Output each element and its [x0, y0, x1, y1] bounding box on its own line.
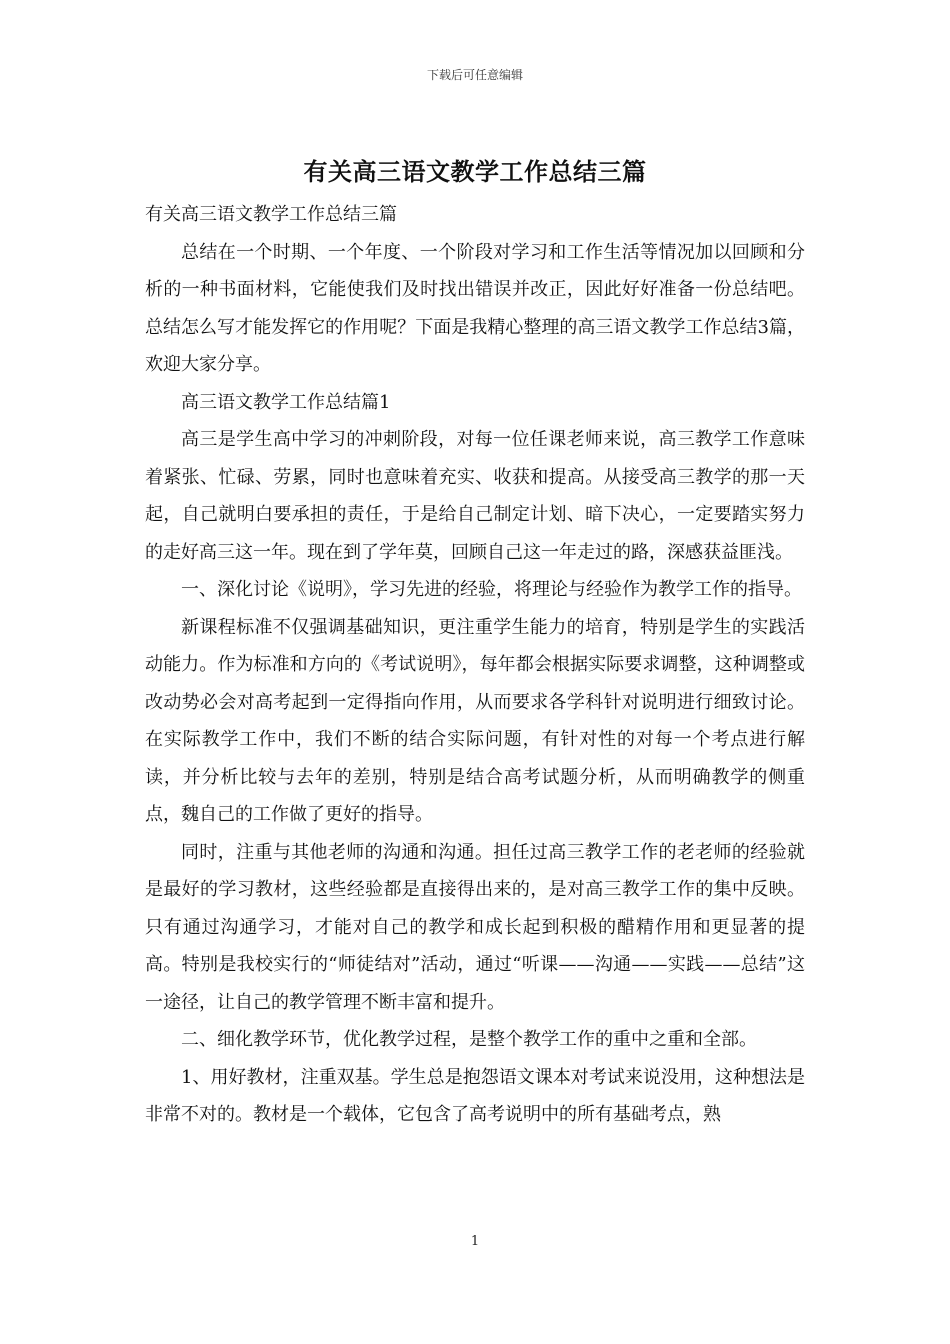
point-heading-2: 二、细化教学环节，优化教学过程，是整个教学工作的重中之重和全部。	[181, 1029, 757, 1050]
body-paragraph: 同时，注重与其他老师的沟通和沟通。担任过高三教学工作的老老师的经验就是最好的学习教材，这些经验都是直接得出来的，是对高三教学工作的集中反映。只有通过沟通学习，才能对自己的教学和成长起到积极的醋精作用和更显著的提高。特别是我校实行的“师徒结对”活动，通过“听课——沟通——实践——总结”这一途径，让自己的教学管理不断丰富和提升。	[145, 841, 805, 1013]
page-number: 1	[470, 1234, 480, 1249]
subtitle-paragraph: 有关高三语文教学工作总结三篇	[145, 204, 397, 225]
document-title: 有关高三语文教学工作总结三篇	[303, 157, 647, 186]
document-body	[145, 196, 805, 1134]
body-paragraph: 高三是学生高中学习的冲刺阶段，对每一位任课老师来说，高三教学工作意味着紧张、忙碌、劳累，同时也意味着充实、收获和提高。从接受高三教学的那一天起，自己就明白要承担的责任，于是给自己制定计划、暗下决心，一定要踏实努力的走好高三这一年。现在到了学年莫，回顾自己这一年走过的路，深感获益匪浅。	[145, 429, 805, 563]
body-paragraph: 新课程标准不仅强调基础知识，更注重学生能力的培育，特别是学生的实践活动能力。作为标准和方向的《考试说明》，每年都会根据实际要求调整，这种调整或改动势必会对高考起到一定得指向作用，从而要求各学科针对说明进行细致讨论。在实际教学工作中，我们不断的结合实际问题，有针对性的对每一个考点进行解读，并分析比较与去年的差别，特别是结合高考试题分析，从而明确教学的侧重点，魏自己的工作做了更好的指导。	[145, 616, 805, 825]
body-paragraph: 1、用好教材，注重双基。学生总是抱怨语文课本对考试来说没用，这种想法是非常不对的。教材是一个载体，它包含了高考说明中的所有基础考点，熟	[145, 1066, 805, 1125]
point-heading-1: 一、深化讨论《说明》，学习先进的经验，将理论与经验作为教学工作的指导。	[181, 579, 802, 600]
section-heading-1: 高三语文教学工作总结篇1	[181, 391, 391, 413]
intro-paragraph: 总结在一个时期、一个年度、一个阶段对学习和工作生活等情况加以回顾和分析的一种书面材料，它能使我们及时找出错误并改正，因此好好准备一份总结吧。总结怎么写才能发挥它的作用呢？下面是我精心整理的高三语文教学工作总结3篇，欢迎大家分享。	[145, 241, 805, 375]
page-header-note: 下载后可任意编辑	[426, 68, 523, 82]
